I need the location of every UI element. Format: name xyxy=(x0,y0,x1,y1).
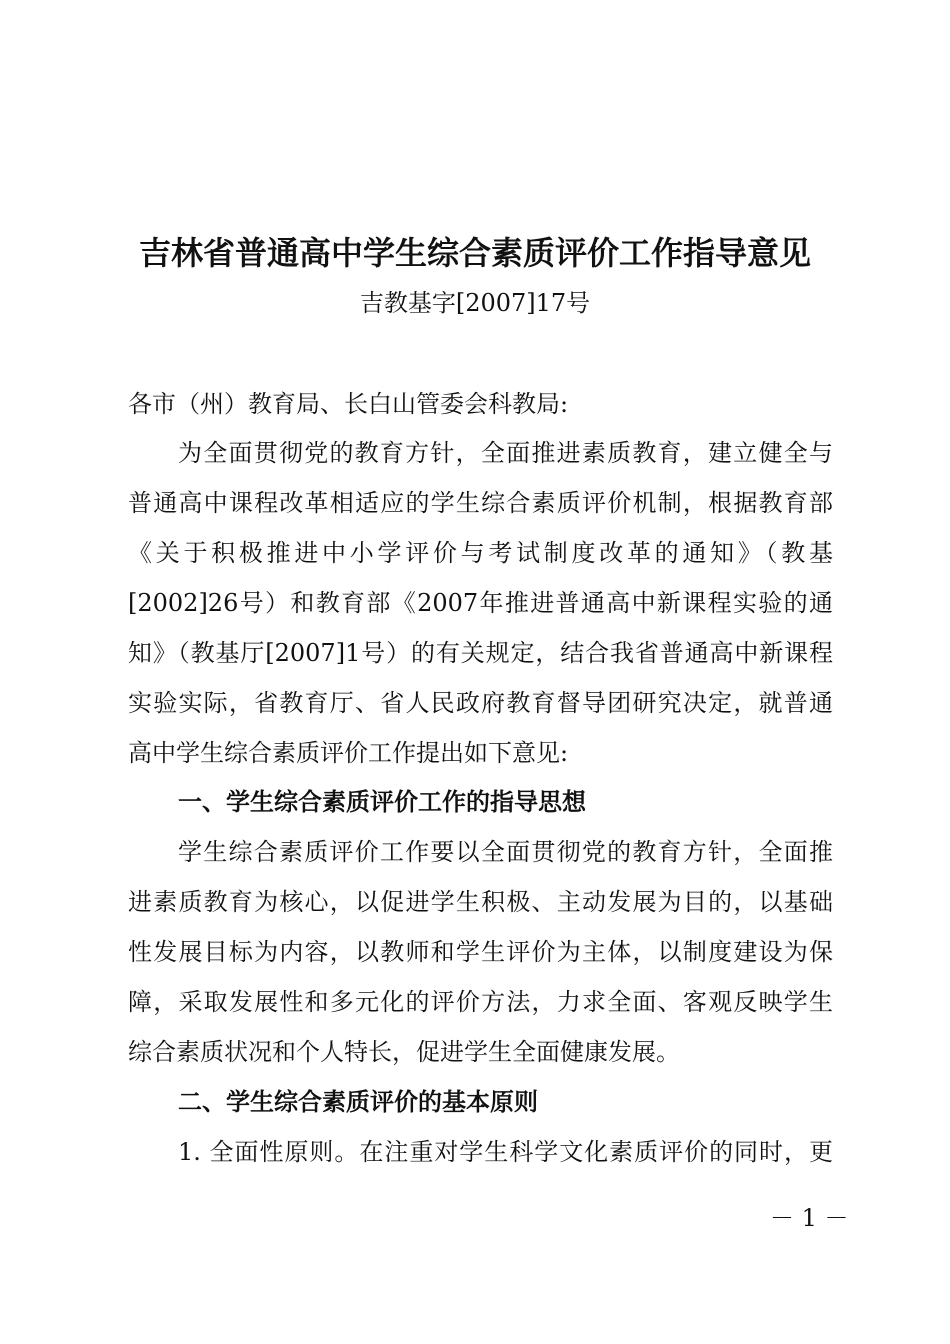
section-heading: 二、学生综合素质评价的基本原则 xyxy=(178,1088,538,1116)
paragraph-line: 高中学生综合素质评价工作提出如下意见: xyxy=(128,739,569,767)
paragraph-line: 综合素质状况和个人特长，促进学生全面健康发展。 xyxy=(128,1038,680,1066)
paragraph-line: 学生综合素质评价工作要以全面贯彻党的教育方针，全面推 xyxy=(178,838,833,866)
section-heading: 一、学生综合素质评价工作的指导思想 xyxy=(178,788,586,816)
document-title: 吉林省普通高中学生综合素质评价工作指导意见 xyxy=(138,234,811,272)
paragraph-line: 实验实际，省教育厅、省人民政府教育督导团研究决定，就普通 xyxy=(128,689,833,717)
paragraph-line: 《关于积极推进中小学评价与考试制度改革的通知》（教基 xyxy=(128,539,833,567)
page-number: － 1 － xyxy=(770,1204,849,1232)
paragraph-line: 进素质教育为核心，以促进学生积极、主动发展为目的，以基础 xyxy=(128,888,833,916)
paragraph-line: 知》（教基厅[2007]1号）的有关规定，结合我省普通高中新课程 xyxy=(128,639,833,667)
paragraph-line: 为全面贯彻党的教育方针，全面推进素质教育，建立健全与 xyxy=(178,439,833,467)
document-number: 吉教基字[2007]17号 xyxy=(359,289,591,317)
paragraph-line: 障，采取发展性和多元化的评价方法，力求全面、客观反映学生 xyxy=(128,988,833,1016)
paragraph-line: 普通高中课程改革相适应的学生综合素质评价机制，根据教育部 xyxy=(128,489,833,517)
paragraph-line: 1. 全面性原则。在注重对学生科学文化素质评价的同时，更 xyxy=(178,1138,833,1166)
paragraph-line: 性发展目标为内容，以教师和学生评价为主体，以制度建设为保 xyxy=(128,938,833,966)
salutation: 各市（州）教育局、长白山管委会科教局: xyxy=(128,390,569,418)
paragraph-line: [2002]26号）和教育部《2007年推进普通高中新课程实验的通 xyxy=(128,589,833,617)
